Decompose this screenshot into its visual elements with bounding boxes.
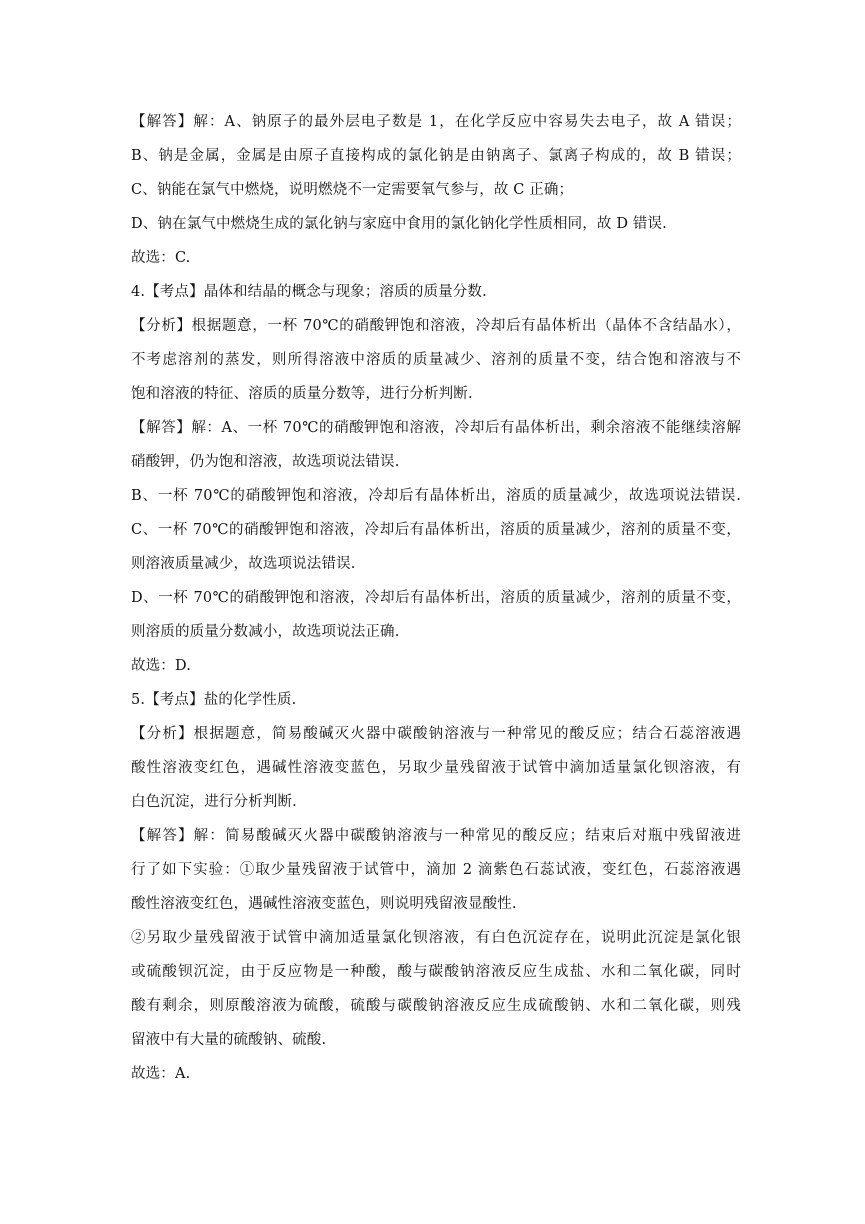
q4-answer-line-a2: 硝酸钾，仍为饱和溶液，故选项说法错误. — [131, 454, 400, 470]
q4-answer-line-c2: 则溶液质量减少，故选项说法错误. — [131, 556, 356, 572]
q5-answer-line-2: 行了如下实验：①取少量残留液于试管中，滴加 2 滴紫色石蕊试液，变红色，石蕊溶液遇 — [131, 862, 741, 878]
answer-q3-line-d: D、钠在氯气中燃烧生成的氯化钠与家庭中食用的氯化钠化学性质相同，故 D 错误. — [131, 216, 667, 232]
q4-answer-line-a1: 【解答】解：A、一杯 70℃的硝酸钾饱和溶液，冷却后有晶体析出，剩余溶液不能继续溶解 — [131, 420, 741, 436]
q4-answer-line-d1: D、一杯 70℃的硝酸钾饱和溶液，冷却后有晶体析出，溶质的质量减少，溶剂的质量不变， — [131, 590, 741, 606]
q4-analysis-line-2: 不考虑溶剂的蒸发，则所得溶液中溶质的质量减少、溶剂的质量不变，结合饱和溶液与不 — [131, 352, 741, 368]
q5-analysis-line-2: 酸性溶液变红色，遇碱性溶液变蓝色，另取少量残留液于试管中滴加适量氯化钡溶液，有 — [131, 760, 741, 776]
q4-analysis-line-3: 饱和溶液的特征、溶质的质量分数等，进行分析判断. — [131, 386, 473, 402]
answer-q3-line-b: B、钠是金属，金属是由原子直接构成的氯化钠是由钠离子、氯离子构成的，故 B 错误； — [131, 148, 741, 164]
q5-analysis-line-1: 【分析】根据题意，简易酸碱灭火器中碳酸钠溶液与一种常见的酸反应；结合石蕊溶液遇 — [131, 726, 741, 742]
q5-answer-line-7: 留液中有大量的硫酸钠、硫酸. — [131, 1032, 327, 1048]
q5-analysis-line-3: 白色沉淀，进行分析判断. — [131, 794, 297, 810]
answer-q3-line-a: 【解答】解：A、钠原子的最外层电子数是 1，在化学反应中容易失去电子，故 A 错误； — [131, 114, 741, 130]
q4-answer-choice: 故选：D. — [131, 658, 191, 674]
q4-answer-line-c1: C、一杯 70℃的硝酸钾饱和溶液，冷却后有晶体析出，溶质的质量减少，溶剂的质量不变， — [131, 522, 741, 538]
q4-answer-line-d2: 则溶质的质量分数减小，故选项说法正确. — [131, 624, 400, 640]
q5-answer-line-5: 或硫酸钡沉淀，由于反应物是一种酸，酸与碳酸钠溶液反应生成盐、水和二氧化碳，同时 — [131, 964, 741, 980]
q5-answer-line-6: 酸有剩余，则原酸溶液为硫酸，硫酸与碳酸钠溶液反应生成硫酸钠、水和二氧化碳，则残 — [131, 998, 741, 1014]
q5-answer-choice: 故选：A. — [131, 1066, 191, 1082]
q5-answer-line-4: ②另取少量残留液于试管中滴加适量氯化钡溶液，有白色沉淀存在，说明此沉淀是氯化银 — [131, 930, 741, 946]
q5-answer-line-3: 酸性溶液变红色，遇碱性溶液变蓝色，则说明残留液显酸性. — [131, 896, 517, 912]
q4-topic: 4.【考点】晶体和结晶的概念与现象；溶质的质量分数. — [131, 284, 487, 300]
answer-q3-choice: 故选：C. — [131, 250, 191, 266]
q5-topic: 5.【考点】盐的化学性质. — [131, 692, 297, 708]
answer-q3-line-c: C、钠能在氯气中燃烧，说明燃烧不一定需要氧气参与，故 C 正确； — [131, 182, 574, 198]
q5-answer-line-1: 【解答】解：简易酸碱灭火器中碳酸钠溶液与一种常见的酸反应；结束后对瓶中残留液进 — [131, 828, 741, 844]
q4-analysis-line-1: 【分析】根据题意，一杯 70℃的硝酸钾饱和溶液，冷却后有晶体析出（晶体不含结晶水）， — [131, 318, 741, 334]
q4-answer-line-b: B、一杯 70℃的硝酸钾饱和溶液，冷却后有晶体析出，溶质的质量减少，故选项说法错误. — [131, 488, 741, 504]
